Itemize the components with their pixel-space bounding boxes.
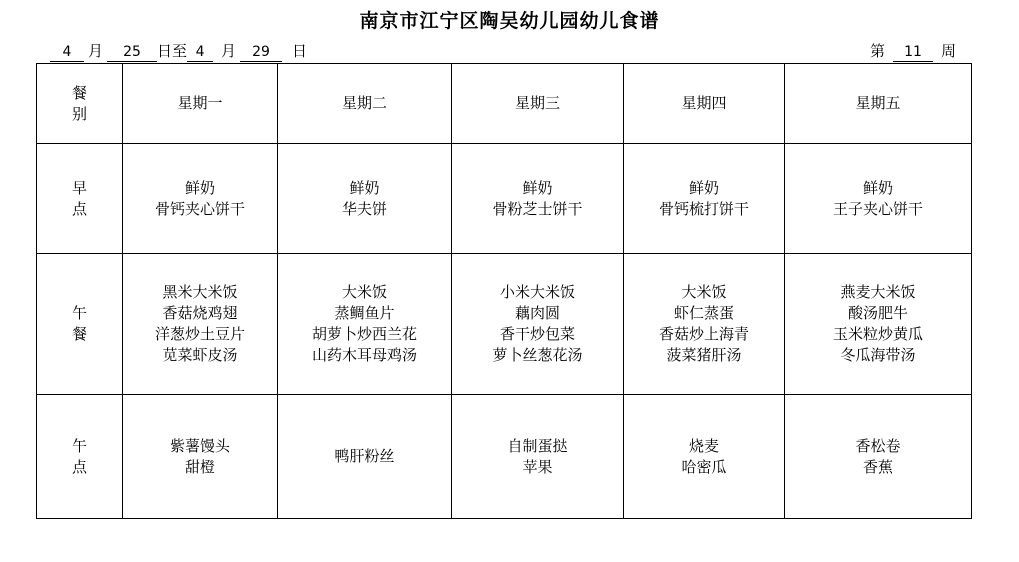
menu-item: 燕麦大米饭: [840, 283, 916, 301]
menu-item: 香松卷: [855, 436, 901, 455]
snack-mon: [123, 395, 278, 519]
menu-item: 胡萝卜炒西兰花: [311, 325, 417, 343]
menu-item: 黑米大米饭: [162, 283, 238, 301]
week-prefix: 第: [870, 42, 886, 60]
lunch-label-line1: 午: [71, 304, 87, 322]
breakfast-label-line2: 点: [71, 199, 87, 218]
snack-tue: [278, 395, 452, 519]
snack-row: [37, 395, 972, 519]
menu-item: 鲜奶: [522, 178, 553, 197]
menu-item: 菠菜猪肝汤: [666, 346, 742, 364]
menu-item: 香干炒包菜: [499, 325, 575, 343]
snack-label-line1: 午: [71, 436, 87, 455]
menu-item: 萝卜丝葱花汤: [492, 346, 583, 364]
menu-item: 甜橙: [184, 457, 215, 476]
day-header-fri: 星期五: [785, 64, 972, 144]
menu-item: 洋葱炒土豆片: [154, 325, 245, 343]
month-label: 月: [88, 42, 104, 60]
start-day: 25: [107, 44, 157, 62]
menu-item: 酸汤肥牛: [847, 304, 908, 322]
menu-item: 香菇炒上海青: [658, 325, 749, 343]
menu-item: 大米饭: [341, 283, 387, 301]
lunch-wed: [452, 254, 624, 395]
menu-item: 鲜奶: [862, 178, 893, 197]
meal-type-header: [37, 64, 123, 144]
day-label: 日: [292, 42, 308, 60]
menu-item: 王子夹心饼干: [832, 199, 923, 218]
snack-label-line2: 点: [71, 457, 87, 476]
breakfast-fri: [785, 144, 972, 254]
snack-fri: [785, 395, 972, 519]
menu-item: 苹果: [522, 457, 553, 476]
menu-item: 鲜奶: [184, 178, 215, 197]
date-range: [50, 40, 311, 62]
menu-item: 小米大米饭: [499, 283, 575, 301]
menu-item: 骨粉芝士饼干: [492, 199, 583, 218]
menu-item: 骨钙夹心饼干: [154, 199, 245, 218]
breakfast-wed: [452, 144, 624, 254]
lunch-thu: [624, 254, 785, 395]
snack-wed: [452, 395, 624, 519]
page-title: 南京市江宁区陶吴幼儿园幼儿食谱: [359, 10, 660, 32]
snack-label: [37, 395, 123, 519]
menu-item: 蒸鲷鱼片: [334, 304, 395, 322]
header-row: [37, 64, 972, 144]
breakfast-label-line1: 早: [71, 178, 87, 197]
menu-item: 骨钙梳打饼干: [658, 199, 749, 218]
breakfast-tue: [278, 144, 452, 254]
end-day: 29: [240, 44, 282, 62]
menu-item: 大米饭: [681, 283, 727, 301]
menu-item: 鸭肝粉丝: [334, 447, 395, 465]
day-header-thu: 星期四: [624, 64, 785, 144]
menu-item: 藕肉圆: [514, 304, 560, 322]
menu-item: 香蕉: [862, 457, 893, 476]
menu-item: 紫薯馒头: [169, 436, 230, 455]
menu-item: 冬瓜海带汤: [840, 346, 916, 364]
menu-item: 山药木耳母鸡汤: [311, 346, 417, 364]
day-to-label: 日至: [157, 42, 188, 60]
lunch-fri: [785, 254, 972, 395]
menu-item: 玉米粒炒黄瓜: [832, 325, 923, 343]
menu-table: [36, 63, 972, 519]
meal-type-header-line2: 别: [71, 104, 87, 123]
menu-item: 鲜奶: [349, 178, 380, 197]
menu-item: 哈密瓜: [681, 457, 727, 476]
end-month: 4: [187, 44, 213, 62]
lunch-tue: [278, 254, 452, 395]
lunch-label-line2: 餐: [71, 325, 87, 343]
breakfast-mon: [123, 144, 278, 254]
breakfast-row: [37, 144, 972, 254]
lunch-label: [37, 254, 123, 395]
snack-thu: [624, 395, 785, 519]
menu-item: 华夫饼: [341, 199, 387, 218]
day-header-tue: 星期二: [278, 64, 452, 144]
week-value: 11: [893, 44, 933, 62]
menu-item: 自制蛋挞: [507, 436, 568, 455]
start-month: 4: [50, 44, 84, 62]
day-header-mon: 星期一: [123, 64, 278, 144]
week-suffix: 周: [941, 42, 957, 60]
breakfast-label: [37, 144, 123, 254]
lunch-row: [37, 254, 972, 395]
menu-item: 香菇烧鸡翅: [162, 304, 238, 322]
week-number: [870, 40, 956, 62]
lunch-mon: [123, 254, 278, 395]
meal-type-header-line1: 餐: [71, 83, 87, 102]
menu-item: 鲜奶: [688, 178, 719, 197]
breakfast-thu: [624, 144, 785, 254]
menu-item: 虾仁蒸蛋: [673, 304, 734, 322]
menu-item: 苋菜虾皮汤: [162, 346, 238, 364]
month-label-2: 月: [221, 42, 237, 60]
day-header-wed: 星期三: [452, 64, 624, 144]
menu-item: 烧麦: [688, 436, 719, 455]
